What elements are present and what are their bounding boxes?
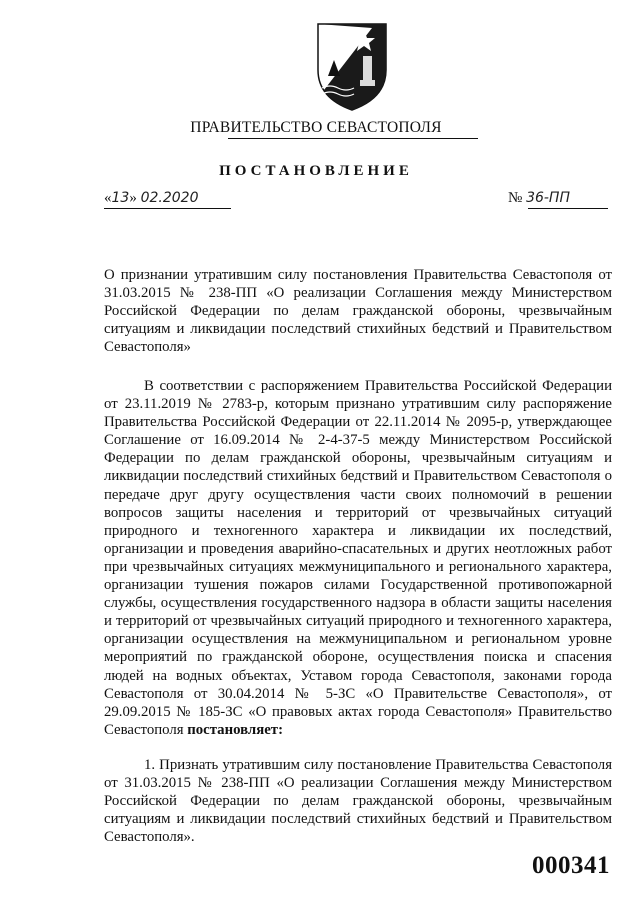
date-month-year: 02.2020 (140, 190, 199, 206)
date-day: 13 (111, 190, 130, 206)
resolves-word: постановляет: (187, 721, 283, 738)
number-prefix: № (508, 190, 523, 206)
number-value: 36-ПП (526, 190, 570, 206)
document-type: ПОСТАНОВЛЕНИЕ (219, 163, 413, 179)
preamble-text: В соответствии с распоряжением Правительства Российской Федерации от 23.11.2019 № 2783-р, которым признано утратившим силу распоряжение Правительства Российской Федерации от 22.11.2014 № 2095-р, утверждающее Соглашение от 16.09.2014 № 2-4-37-5 между Министерством Российской Федерации по делам гражданской обороны, чрезвычайным ситуациям и ликвидации последствий стихийных бедствий и Правительством Севастополя о передаче друг другу осуществления части своих полномочий в решении вопросов защиты населения и территорий от чрезвычайных ситуаций природного и техногенного характера и ликвидации их последствий, организации и проведения аварийно-спасательных и других неотложных работ при чрезвычайных ситуациях межмуниципального и регионального характера, организации тушения пожаров силами Государственной противопожарной службы, осуществления государственного надзора в области защиты населения и территорий от чрезвычайных ситуаций природного и техногенного характера, организации осуществления на межмуниципальном и региональном уровне мероприятий по гражданской обороне, осуществления поиска и спасения людей на водных объектах, Уставом города Севастополя, законами города Севастополя от 30.04.2014 № 5-ЗС «О Правительстве Севастополя», от 29.09.2015 № 185-ЗС «О правовых актах города Севастополя» Правительство Севастополя (104, 378, 612, 738)
preamble-paragraph (104, 377, 612, 739)
date-open-quote: « (104, 190, 112, 206)
header-divider (228, 138, 478, 139)
document-title: О признании утратившим силу постановления Правительства Севастополя от 31.03.2015 № 238-ПП «О реализации Соглашения между Министерством Российской Федерации по делам гражданской обороны, чрезвычайным ситуациям и ликвидации последствий стихийных бедствий и Правительством Севастополя» (104, 267, 612, 356)
number-underline (528, 208, 608, 209)
date-close-quote: » (129, 190, 137, 206)
government-name: ПРАВИТЕЛЬСТВО СЕВАСТОПОЛЯ (190, 119, 442, 136)
document-number (508, 190, 570, 207)
sevastopol-coat-of-arms-icon (314, 20, 390, 112)
serial-number: 000341 (532, 852, 610, 879)
date-underline (104, 208, 231, 209)
document-date (104, 190, 198, 207)
list-item: 1. Признать утратившим силу постановление Правительства Севастополя от 31.03.2015 № 238-ПП «О реализации Соглашения между Министерством Российской Федерации по делам гражданской обороны, чрезвычайным ситуациям и ликвидации последствий стихийных бедствий и Правительством Севастополя». (104, 757, 612, 846)
